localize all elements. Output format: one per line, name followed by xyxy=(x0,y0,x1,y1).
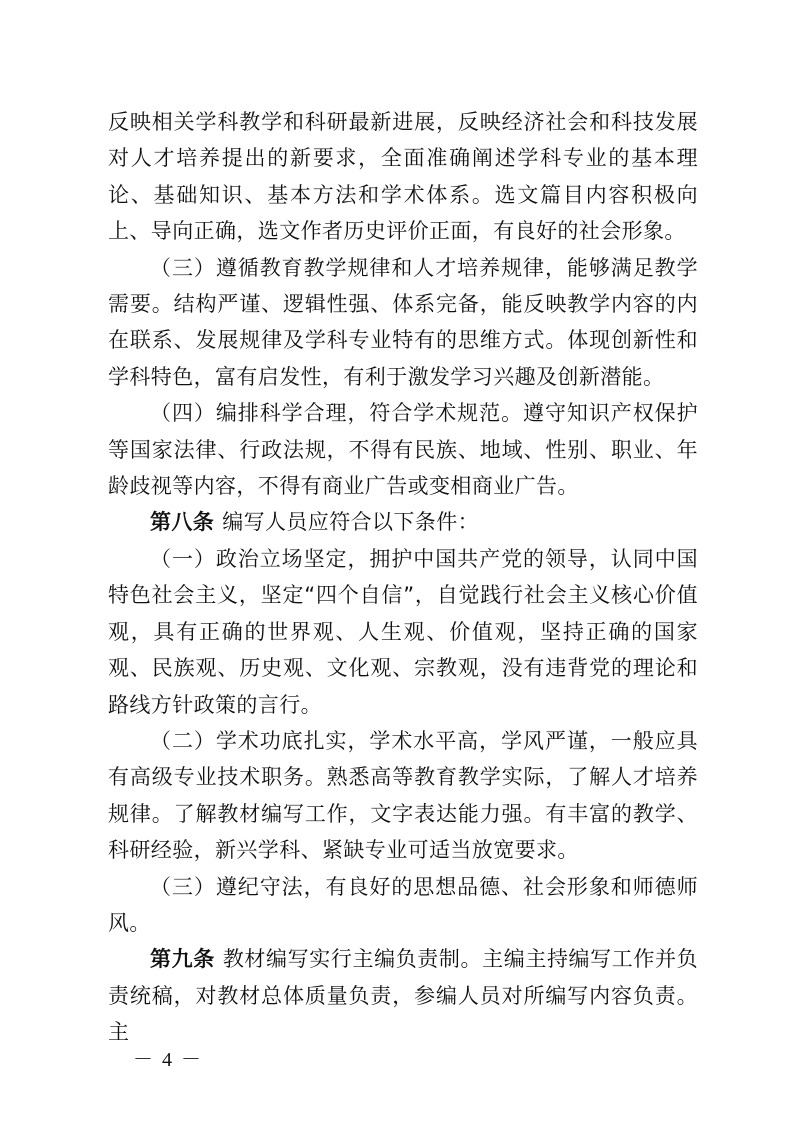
paragraph-item-four: （四）编排科学合理，符合学术规范。遵守知识产权保护等国家法律、行政法规，不得有民族、地域、性别、职业、年龄歧视等内容，不得有商业广告或变相商业广告。 xyxy=(108,401,698,499)
page-number: － 4 － xyxy=(133,1049,203,1071)
paragraph-item-three-conduct: （三）遵纪守法，有良好的思想品德、社会形象和师德师风。 xyxy=(108,874,698,935)
article-eight xyxy=(108,504,698,540)
paragraph-item-two: （二）学术功底扎实，学术水平高，学风严谨，一般应具有高级专业技术职务。熟悉高等教育教学实际，了解人才培养规律。了解教材编写工作，文字表达能力强。有丰富的教学、科研经验，新兴学科、紧缺专业可适当放宽要求。 xyxy=(108,728,698,863)
paragraph-item-three: （三）遵循教育教学规律和人才培养规律，能够满足教学需要。结构严谨、逻辑性强、体系完备，能反映教学内容的内在联系、发展规律及学科专业特有的思维方式。体现创新性和学科特色，富有启发性，有利于激发学习兴趣及创新潜能。 xyxy=(108,255,698,389)
document-body xyxy=(108,104,698,1051)
article-eight-label: 第八条 xyxy=(150,510,215,535)
paragraph-continuation: 反映相关学科教学和科研最新进展，反映经济社会和科技发展对人才培养提出的新要求，全面准确阐述学科专业的基本理论、基础知识、基本方法和学术体系。选文篇目内容积极向上、导向正确，选文作者历史评价正面，有良好的社会形象。 xyxy=(108,110,698,244)
paragraph-item-one: （一）政治立场坚定，拥护中国共产党的领导，认同中国特色社会主义，坚定“四个自信”，自觉践行社会主义核心价值观，具有正确的世界观、人生观、价值观，坚持正确的国家观、民族观、历史观、文化观、宗教观，没有违背党的理论和路线方针政策的言行。 xyxy=(108,546,698,717)
article-nine-text: 教材编写实行主编负责制。主编主持编写工作并负责统稿，对教材总体质量负责，参编人员对所编写内容负责。主 xyxy=(108,947,698,1045)
article-eight-text: 编写人员应符合以下条件： xyxy=(222,510,480,535)
article-nine-label: 第九条 xyxy=(150,947,215,972)
article-nine xyxy=(108,941,698,1050)
